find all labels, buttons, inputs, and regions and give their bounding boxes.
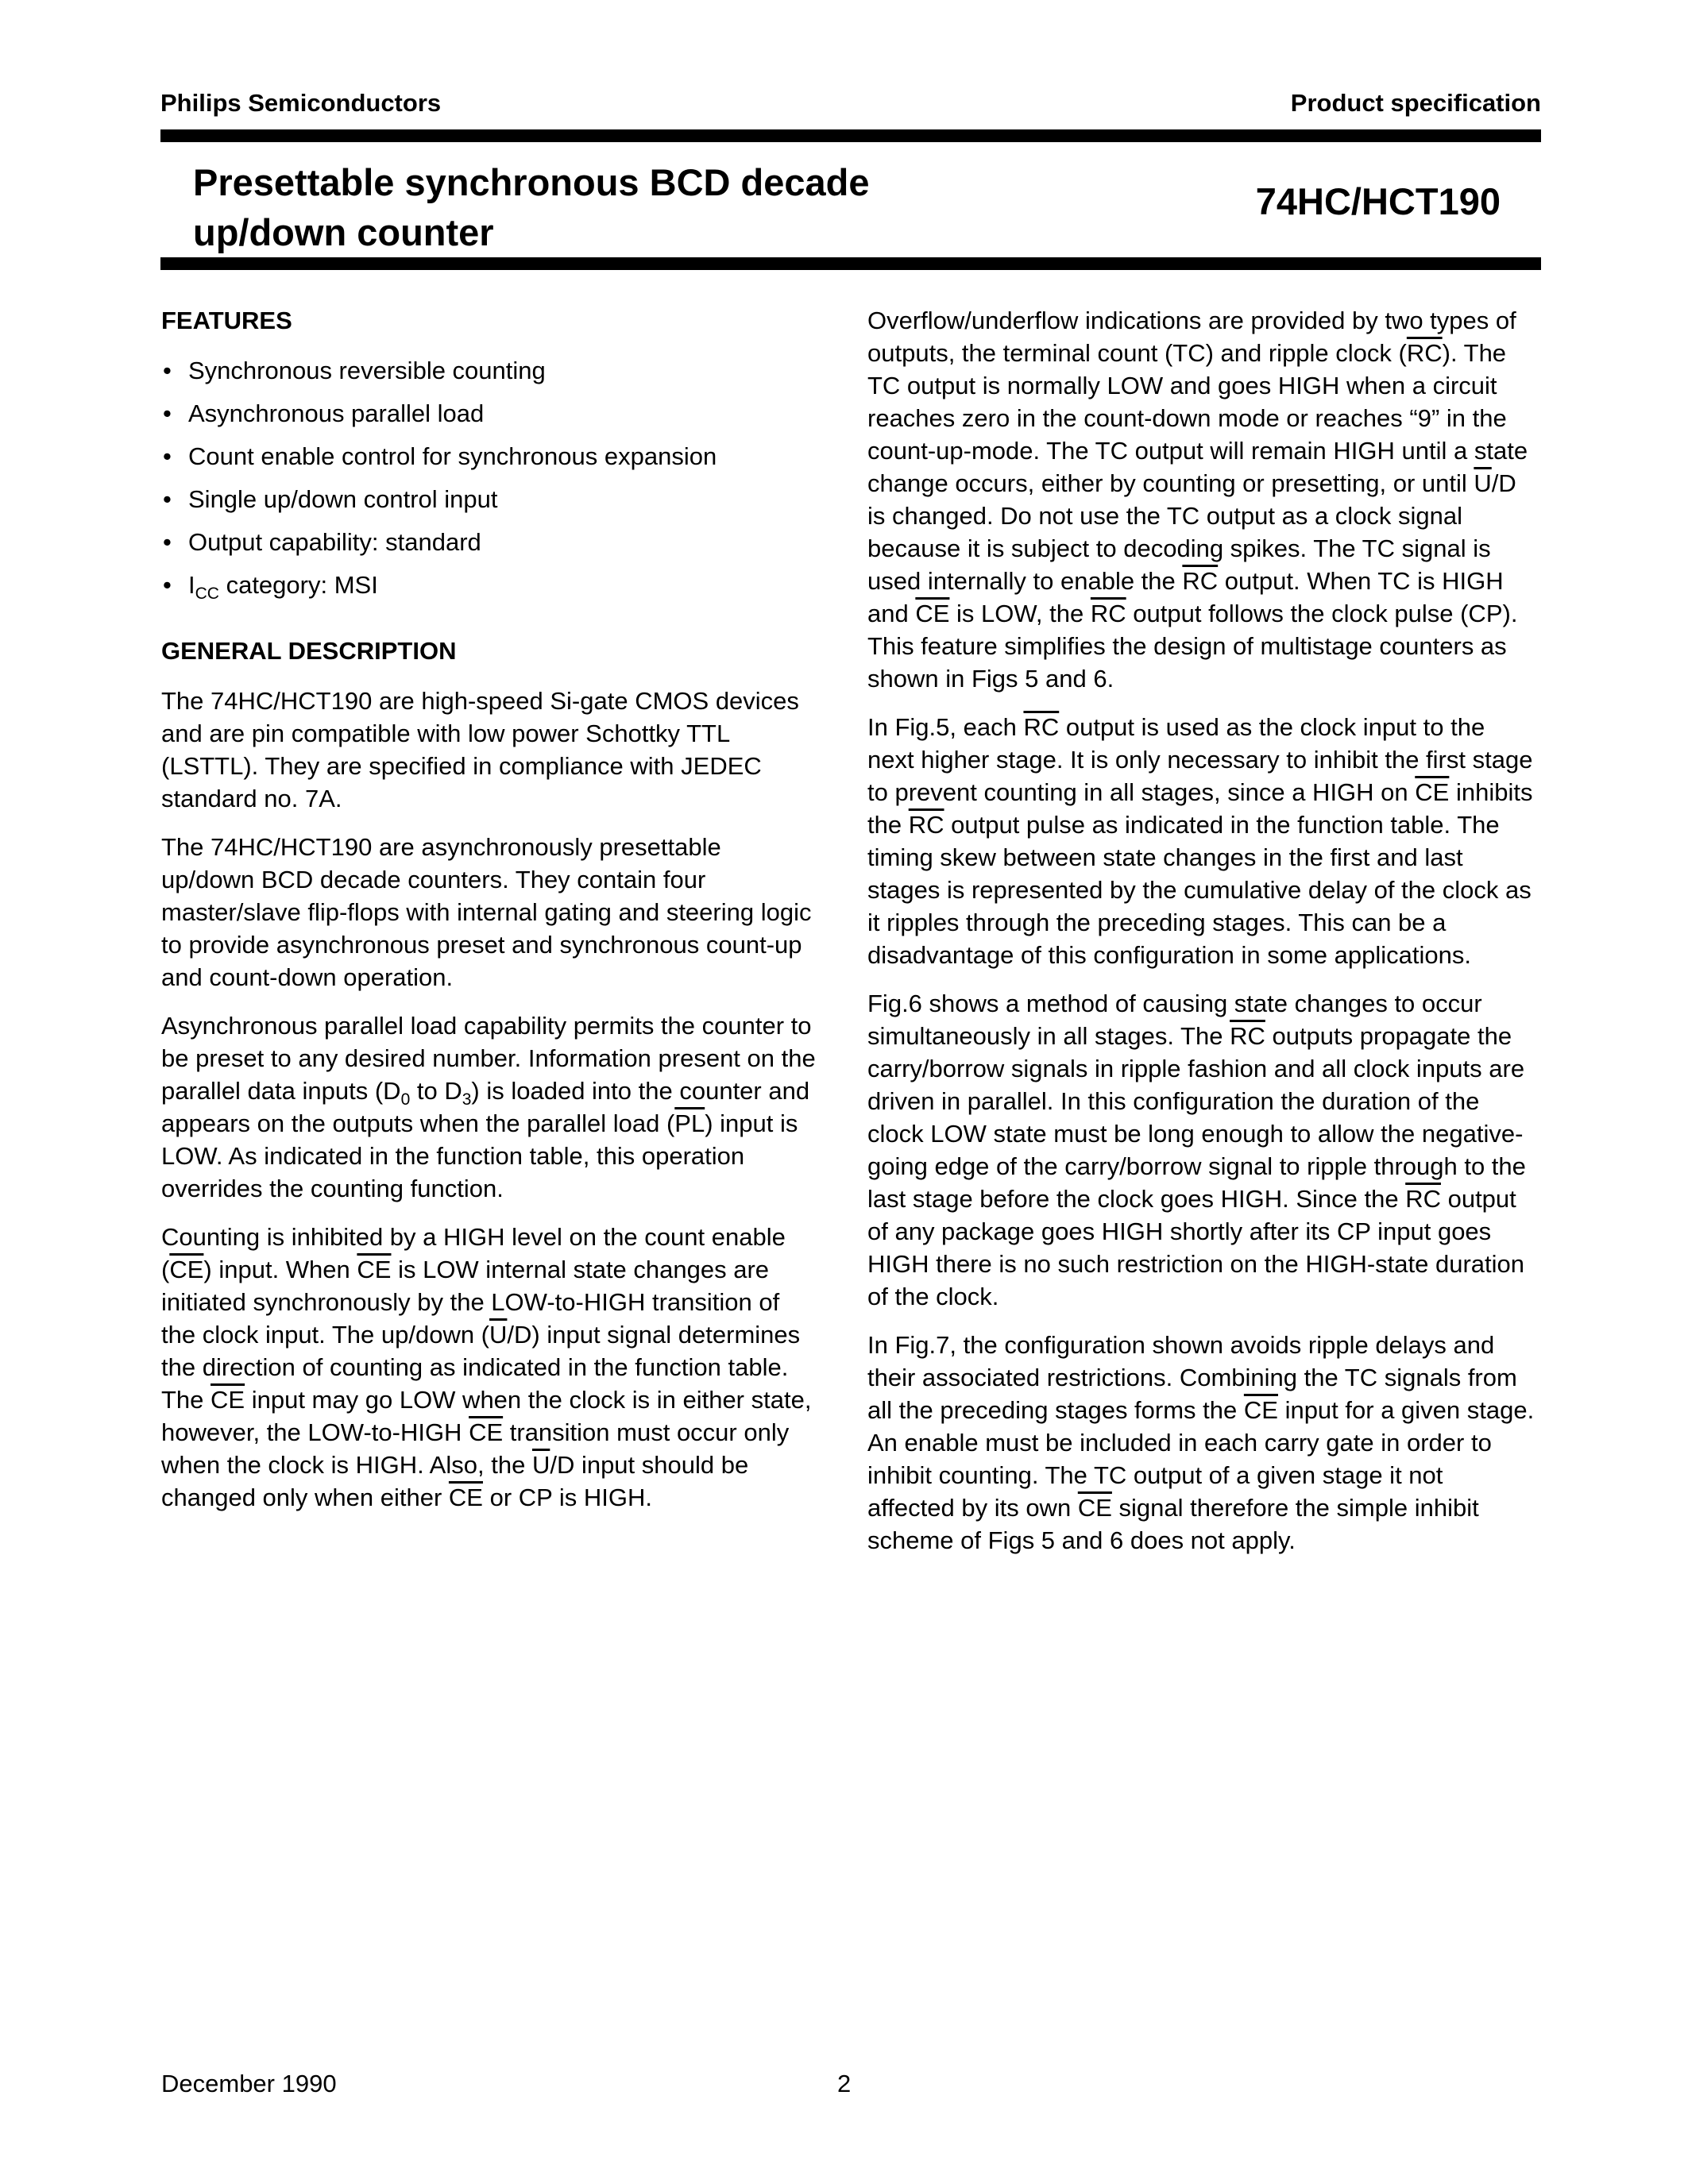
footer-date: December 1990 [161, 2070, 337, 2097]
gd-paragraph-2: The 74HC/HCT190 are asynchronously presettable up/down BCD decade counters. They contain four master/slave flip-flops with internal gating and steering logic to provide asynchronous preset and synchronous count-up and count-down operation. [161, 833, 812, 991]
spec-type: Product specification [1290, 89, 1541, 117]
general-description-heading: GENERAL DESCRIPTION [161, 637, 457, 665]
features-heading: FEATURES [161, 307, 292, 334]
company-name: Philips Semiconductors [160, 89, 442, 117]
feature-item: • Asynchronous parallel load [161, 397, 817, 430]
bullet-icon: • [163, 442, 172, 470]
feature-item: • Single up/down control input [161, 483, 817, 515]
feature-item: • Synchronous reversible counting [161, 354, 817, 387]
rc-paragraph-1: Overflow/underflow indications are provided by two types of outputs, the terminal count (TC) and ripple clock $(\overline{RC})$. The TC output is normally LOW and goes HIGH when a circuit reaches zero in the count-down mode or reaches “9” in the count-up-mode. The TC output will remain HIGH until a state change occurs, either by counting or presetting, or until $\overline{U}/D$ is changed. Do not use the TC output as a clock signal because it is subject to decoding spikes. The TC signal is used internally to enable the $\overline{RC}$ output. When TC is HIGH and $\overline{CE}$ is LOW, the $\overline{RC}$ output follows the clock pulse (CP). This feature simplifies the design of multistage counters as shown in Figs 5 and 6. [867, 307, 1528, 693]
left-column [161, 304, 817, 1530]
gd-paragraph-4: Counting is inhibited by a HIGH level on the count enable $(\overline{CE})$ input. When $\overline{CE}$ is LOW internal state changes are initiated synchronously by the LOW-to-HIGH transition of the clock input. The up/down $(\overline{U}/D)$ input signal determines the direction of counting as indicated in the function table. The $\overline{CE}$ input may go LOW when the clock is in either state, however, the LOW-to-HIGH $\overline{CE}$ transition must occur only when the clock is HIGH. Also, the $\overline{U}/D$ input should be changed only when either $\overline{CE}$ or CP is HIGH. [161, 1223, 812, 1511]
feature-item: • Output capability: standard [161, 526, 817, 558]
bullet-icon: • [163, 571, 172, 599]
header-rule-top [160, 129, 1541, 142]
right-column [867, 304, 1535, 1572]
rc-paragraph-4: In Fig.7, the configuration shown avoids ripple delays and their associated restrictions. Combining the TC signals from all the preceding stages forms the $\overline{CE}$ input for a given stage. An enable must be included in each carry gate in order to inhibit counting. The TC output of a given stage it not affected by its own $\overline{CE}$ signal therefore the simple inhibit scheme of Figs 5 and 6 does not apply. [867, 1331, 1535, 1554]
feature-item: • Count enable control for synchronous expansion [161, 440, 817, 473]
title-line-2: up/down counter [193, 211, 494, 253]
gd-paragraph-1: The 74HC/HCT190 are high-speed Si-gate CMOS devices and are pin compatible with low power Schottky TTL (LSTTL). They are specified in compliance with JEDEC standard no. 7A. [161, 687, 799, 812]
header-rule-bottom [160, 257, 1541, 270]
page-number: 2 [837, 2070, 852, 2097]
bullet-icon: • [163, 485, 172, 513]
document-title [193, 157, 987, 257]
bullet-icon: • [163, 399, 172, 427]
gd-paragraph-3: Asynchronous parallel load capability permits the counter to be preset to any desired number. Information present on the parallel data inputs ($D_0$ to $D_3$) is loaded into the counter and appears on the outputs when the parallel load $(\overline{PL})$ input is LOW. As indicated in the function table, this operation overrides the counting function. [161, 1012, 816, 1202]
rc-paragraph-3: Fig.6 shows a method of causing state changes to occur simultaneously in all stages. The $\overline{RC}$ outputs propagate the carry/borrow signals in ripple fashion and all clock inputs are driven in parallel. In this configuration the duration of the clock LOW state must be long enough to allow the negative-going edge of the carry/borrow signal to ripple through to the last stage before the clock goes HIGH. Since the $\overline{RC}$ output of any package goes HIGH shortly after its CP input goes HIGH there is no such restriction on the HIGH-state duration of the clock. [867, 990, 1526, 1310]
bullet-icon: • [163, 357, 172, 384]
rc-paragraph-2: In Fig.5, each $\overline{RC}$ output is used as the clock input to the next higher stage. It is only necessary to inhibit the first stage to prevent counting in all stages, since a HIGH on $\overline{CE}$ inhibits the $\overline{RC}$ output pulse as indicated in the function table. The timing skew between state changes in the first and last stages is represented by the cumulative delay of the clock as it ripples through the preceding stages. This can be a disadvantage of this configuration in some applications. [867, 713, 1533, 969]
features-list [161, 354, 817, 604]
title-line-1: Presettable synchronous BCD decade [193, 161, 870, 203]
part-number: 74HC/HCT190 [1255, 180, 1501, 222]
feature-item-icc: • $I_{CC}$ category: MSI [161, 569, 817, 601]
bullet-icon: • [163, 528, 172, 556]
